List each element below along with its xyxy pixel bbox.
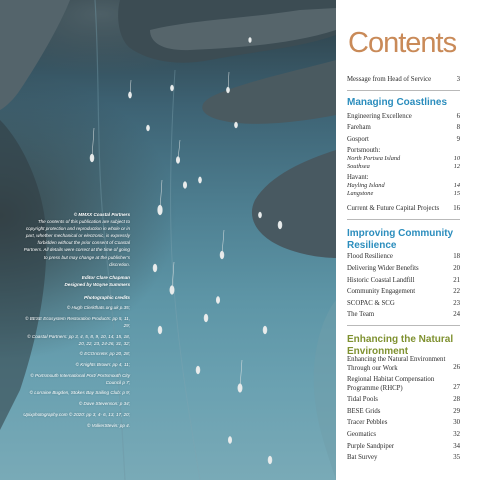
photo-credits-list	[22, 304, 130, 429]
copyright-line: © MMXX Coastal Partners	[73, 212, 130, 217]
photo-credit: © Lorraine Bugden, Stokes Bay Sailing Club: p 9;	[29, 390, 130, 396]
photo-credit: © Coastal Partners: pp 3, 4, 5, 8, 9, 10, 14, 15, 18, 20, 22, 23, 24-26, 31, 32;	[27, 333, 130, 346]
toc-entry-page-number: 34	[453, 443, 460, 450]
toc-entry-label: Message from Head of Service	[347, 76, 432, 83]
toc-entry-page-number: 35	[453, 454, 460, 461]
photo-credit: © Hugh Clerkthats.org.uk p.35;	[66, 305, 130, 311]
toc-entry-page-number: 18	[453, 253, 460, 260]
photo-credit: © Knights Brown: pp 4, 11;	[75, 361, 130, 367]
toc-entry-page-number: 23	[453, 300, 460, 307]
toc-entry-page-number: 24	[453, 311, 460, 318]
photo-credit: Upixphotography.com © 2020: pp 3, 4- 6, 13, 17, 20;	[23, 411, 130, 417]
toc-entry[interactable]	[347, 356, 460, 373]
toc-entry[interactable]	[347, 190, 460, 199]
toc-entry-page-number: 10	[453, 155, 460, 162]
divider	[347, 325, 460, 326]
toc-entry-label: Flood Resilience	[347, 253, 393, 260]
toc-entry-page-number: 29	[453, 408, 460, 415]
photo-credit: © VolkerStevin: pp 4.	[86, 422, 130, 428]
toc-entry-page-number: 12	[453, 163, 460, 170]
toc-entry-page-number: 14	[453, 182, 460, 189]
photo-credit: © BESE Ecosystem Restoration Products: pp 5, 11, 29;	[25, 315, 130, 328]
toc-entry-label: Engineering Excellence	[347, 113, 412, 120]
toc-entry[interactable]	[347, 408, 460, 417]
toc-entry-page-number: 16	[453, 205, 460, 212]
editor-credit: Editor Clare Chapman	[81, 274, 130, 280]
photo-credit: © Dave Stevenson: p 34;	[78, 401, 130, 407]
toc-entry[interactable]	[347, 288, 460, 297]
toc-entry-label: Portsmouth:	[347, 147, 381, 154]
contents-column	[347, 0, 460, 480]
divider	[347, 90, 460, 91]
toc-entry-label: Fareham	[347, 124, 371, 131]
toc-entry-page-number: 3	[456, 76, 460, 83]
toc-entry-page-number: 28	[453, 396, 460, 403]
divider	[347, 219, 460, 220]
photo-credit: © ECOncrete: pp 20, 28;	[79, 351, 130, 357]
toc-entry-label: Hayling Island	[347, 182, 385, 189]
toc-entry-label: The Team	[347, 311, 375, 318]
toc-entry[interactable]	[347, 163, 460, 172]
toc-entry-label: North Portsea Island	[347, 155, 401, 162]
toc-entry-label: Purple Sandpiper	[347, 443, 395, 450]
toc-entry[interactable]	[347, 396, 460, 405]
section-heading: Managing Coastlines	[347, 97, 448, 108]
toc-entry[interactable]	[347, 113, 460, 122]
toc-entry-label: BESE Grids	[347, 408, 381, 415]
toc-entry-page-number: 32	[453, 431, 460, 438]
toc-entry-page-number: 26	[453, 364, 460, 372]
toc-entry[interactable]	[347, 300, 460, 309]
toc-entry-label: Bat Survey	[347, 454, 378, 461]
toc-entry-page-number: 15	[453, 190, 460, 197]
toc-entry[interactable]	[347, 136, 460, 145]
designer-credit: Designed by Wayne Summers	[64, 281, 130, 287]
toc-entry[interactable]	[347, 311, 460, 320]
toc-entry-label: Delivering Wider Benefits	[347, 265, 419, 272]
toc-entry[interactable]	[347, 419, 460, 428]
toc-entry[interactable]	[347, 443, 460, 452]
toc-entry[interactable]	[347, 265, 460, 274]
toc-entry-label: Langstone	[347, 190, 374, 197]
toc-entry[interactable]	[347, 277, 460, 286]
toc-entry-label: Gosport	[347, 136, 369, 143]
photo-credit: © Portsmouth International Port/ Portsmouth City Council p 7;	[30, 372, 130, 385]
section-heading: Enhancing the Natural Environment	[347, 334, 454, 357]
toc-entry[interactable]	[347, 124, 460, 133]
toc-entry[interactable]	[347, 76, 460, 85]
photo-credits-heading: Photographic credits	[84, 294, 130, 300]
toc-entry-label: Historic Coastal Landfill	[347, 277, 415, 284]
toc-entry[interactable]	[347, 454, 460, 463]
toc-entry-label: Community Engagement	[347, 288, 416, 295]
toc-entry-page-number: 22	[453, 288, 460, 295]
toc-entry-page-number: 21	[453, 277, 460, 284]
publication-credits	[22, 211, 130, 432]
toc-entry-label: Tracer Pebbles	[347, 419, 388, 426]
toc-entry-label: Southsea	[347, 163, 370, 170]
toc-entry-label: Geomatics	[347, 431, 377, 438]
toc-entry-page-number: 8	[456, 124, 460, 131]
section-heading: Improving Community Resilience	[347, 228, 454, 251]
toc-entry-page-number: 30	[453, 419, 460, 426]
toc-entry-label: Current & Future Capital Projects	[347, 205, 440, 212]
page-title: Contents	[348, 27, 457, 59]
toc-entry[interactable]	[347, 376, 460, 393]
toc-entry-page-number: 9	[456, 136, 460, 143]
toc-entry[interactable]	[347, 253, 460, 262]
toc-entry-label: Regional Habitat Compensation Programme (RHCP)	[347, 376, 435, 392]
toc-entry-page-number: 20	[453, 265, 460, 272]
toc-entry-page-number: 6	[456, 113, 460, 120]
toc-entry-label: Tidal Pools	[347, 396, 378, 403]
toc-entry-label: Havant:	[347, 174, 369, 181]
toc-entry[interactable]	[347, 431, 460, 440]
toc-entry-page-number: 27	[453, 384, 460, 392]
toc-entry-label: Enhancing the Natural Environment Through our Work	[347, 356, 446, 372]
copyright-notice: The contents of this publication are subject to copyright protection and reproduction in whole or in part, whether mechanical or electronic, is expressly forbidden without the prior consent of Coastal Partners. All details were correct at the time of going to press but may change at the publisher's discretion.	[23, 219, 130, 267]
toc-entry[interactable]	[347, 205, 460, 214]
toc-entry-label: SCOPAC & SCG	[347, 300, 395, 307]
